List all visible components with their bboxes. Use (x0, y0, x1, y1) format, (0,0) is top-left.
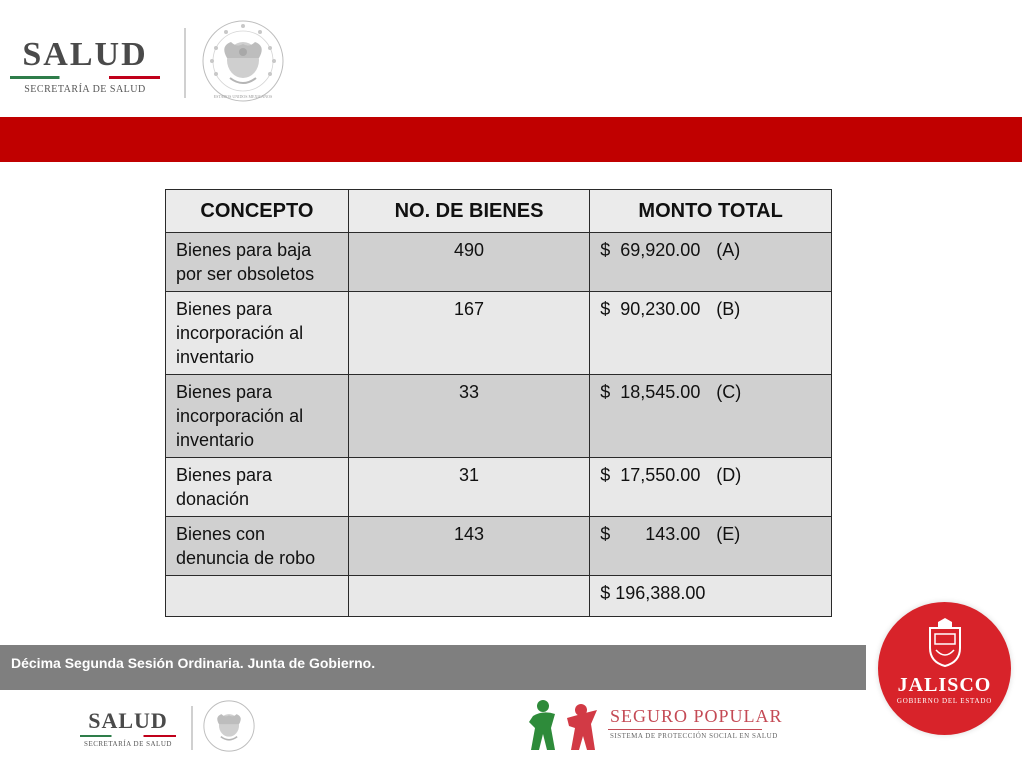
footer-divider (191, 706, 193, 750)
bienes-cell: 490 (348, 233, 589, 292)
jalisco-logo-name: JALISCO (897, 674, 992, 696)
currency-symbol: $ (600, 524, 611, 544)
mexico-seal-footer-icon (202, 699, 256, 753)
salud-logo-rule (10, 76, 160, 79)
table-row (166, 517, 832, 576)
monto-value: 90,230.00 (620, 299, 701, 319)
bienes-cell: 167 (348, 292, 589, 375)
bienes-table (165, 189, 832, 617)
monto-cell (590, 292, 832, 375)
monto-cell (590, 458, 832, 517)
session-caption: Décima Segunda Sesión Ordinaria. Junta de Gobierno. (11, 655, 376, 671)
seguro-popular-title: SEGURO POPULAR (610, 706, 783, 726)
seguro-popular-figures-icon (527, 700, 605, 752)
concepto-cell: Bienes con denuncia de robo (166, 517, 349, 576)
monto-cell (590, 233, 832, 292)
monto-value: 17,550.00 (620, 465, 701, 485)
table-header-row (166, 190, 832, 233)
total-amount: $ 196,388.00 (590, 576, 832, 617)
monto-tag: (C) (716, 382, 742, 402)
jalisco-crest-icon (926, 618, 964, 668)
jalisco-logo-subtitle: GOBIERNO DEL ESTADO (896, 697, 993, 705)
salud-logo (10, 38, 160, 95)
monto-tag: (B) (716, 299, 741, 319)
salud-footer-logo (80, 710, 176, 748)
concepto-cell: Bienes para baja por ser obsoletos (166, 233, 349, 292)
concepto-cell: Bienes para incorporación al inventario (166, 375, 349, 458)
monto-tag: (E) (716, 524, 741, 544)
total-row (166, 576, 832, 617)
monto-value: 18,545.00 (620, 382, 701, 402)
header-divider (184, 28, 186, 98)
bienes-cell: 31 (348, 458, 589, 517)
total-empty-cell (166, 576, 349, 617)
monto-value: 143.00 (645, 524, 701, 544)
monto-tag: (A) (716, 240, 741, 260)
salud-logo-name: SALUD (22, 36, 148, 73)
table-row (166, 233, 832, 292)
seguro-popular-rule (608, 729, 762, 730)
concepto-cell: Bienes para incorporación al inventario (166, 292, 349, 375)
salud-footer-name: SALUD (88, 708, 168, 733)
total-empty-cell (348, 576, 589, 617)
red-banner (0, 117, 1022, 162)
currency-symbol: $ (600, 299, 611, 319)
salud-footer-rule (80, 735, 176, 737)
monto-cell (590, 517, 832, 576)
bienes-cell: 143 (348, 517, 589, 576)
seguro-popular-subtitle: SISTEMA DE PROTECCIÓN SOCIAL EN SALUD (610, 732, 778, 740)
column-header-monto: MONTO TOTAL (590, 190, 832, 233)
table-row (166, 458, 832, 517)
currency-symbol: $ (600, 382, 611, 402)
seal-label: ESTADOS UNIDOS MEXICANOS (213, 94, 273, 99)
table-row (166, 292, 832, 375)
salud-logo-subtitle: SECRETARÍA DE SALUD (24, 84, 146, 95)
monto-tag: (D) (716, 465, 742, 485)
mexico-seal-icon (200, 18, 286, 104)
monto-cell (590, 375, 832, 458)
concepto-cell: Bienes para donación (166, 458, 349, 517)
bienes-cell: 33 (348, 375, 589, 458)
table-row (166, 375, 832, 458)
column-header-bienes: NO. DE BIENES (348, 190, 589, 233)
salud-footer-subtitle: SECRETARÍA DE SALUD (84, 740, 172, 748)
column-header-concepto: CONCEPTO (166, 190, 349, 233)
currency-symbol: $ (600, 465, 611, 485)
currency-symbol: $ (600, 240, 611, 260)
monto-value: 69,920.00 (620, 240, 701, 260)
